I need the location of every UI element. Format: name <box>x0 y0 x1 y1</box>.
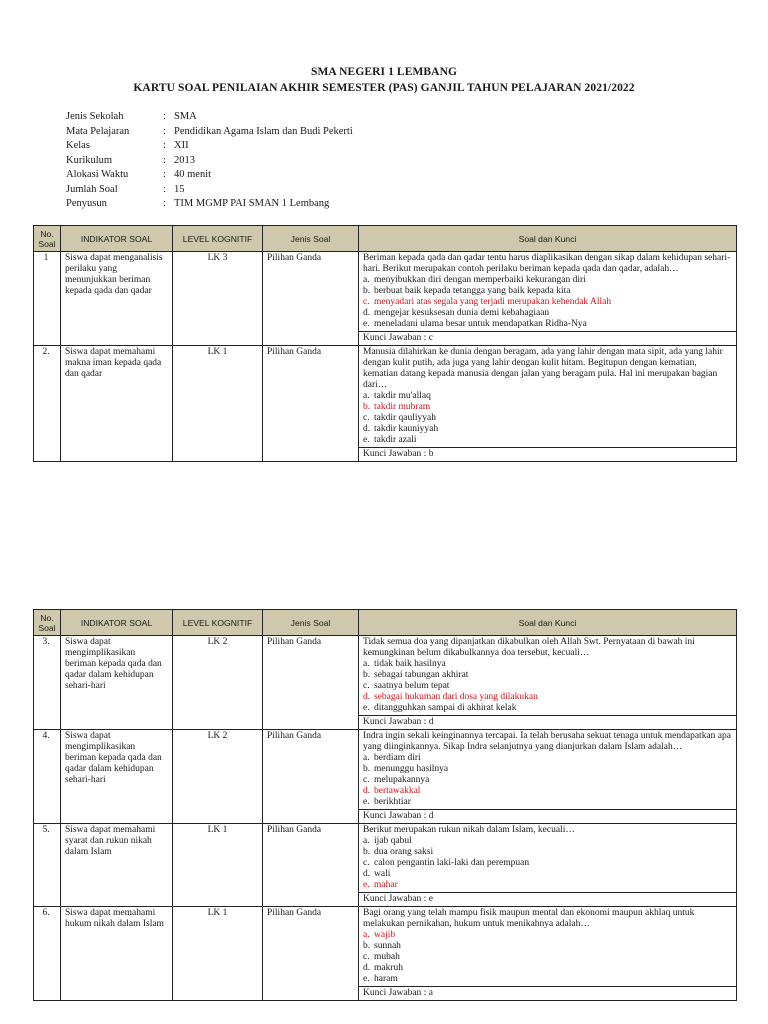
cognitive-level: LK 3 <box>173 252 263 346</box>
option-text: ditangguhkan sampai di akhirat kelak <box>374 703 517 713</box>
answer-option-correct <box>363 402 732 413</box>
indicator-text: Siswa dapat memahami makna iman kepada qada dan qadar <box>61 346 173 462</box>
option-text: berdiam diri <box>374 753 421 763</box>
question-content <box>359 730 737 810</box>
header-jenis: Jenis Soal <box>263 226 359 252</box>
answer-option <box>363 659 732 670</box>
indicator-text: Siswa dapat menganalisis perilaku yang menunjukkan beriman kepada qada dan qadar <box>61 252 173 346</box>
info-colon: : <box>163 169 166 180</box>
option-text: tidak baik hasilnya <box>374 659 446 669</box>
option-text: berikhtiar <box>374 797 411 807</box>
header-jenis: Jenis Soal <box>263 610 359 636</box>
answer-option-correct <box>363 880 732 891</box>
question-row <box>34 730 737 810</box>
answer-key: Kunci Jawaban : b <box>359 448 737 462</box>
table-header-row <box>34 226 737 252</box>
answer-option <box>363 836 732 847</box>
question-table <box>33 225 737 462</box>
info-value: SMA <box>174 111 197 122</box>
option-text: sebagai tabungan akhirat <box>374 670 469 680</box>
answer-key: Kunci Jawaban : a <box>359 987 737 1001</box>
option-text: makruh <box>374 963 404 973</box>
answer-option <box>363 764 732 775</box>
answer-option <box>363 797 732 808</box>
info-colon: : <box>163 154 166 166</box>
answer-option <box>363 775 732 786</box>
option-text: ijab qabul <box>374 836 412 846</box>
info-label: Penyusun <box>66 198 107 209</box>
answer-option-correct <box>363 692 732 703</box>
info-value: TIM MGMP PAI SMAN 1 Lembang <box>174 198 330 209</box>
option-letter: b. <box>363 402 371 412</box>
answer-key: Kunci Jawaban : d <box>359 810 737 824</box>
option-letter: e. <box>363 319 370 329</box>
answer-option <box>363 869 732 880</box>
option-text: takdir mubram <box>374 402 431 412</box>
answer-option-correct <box>363 297 732 308</box>
header-soal: Soal dan Kunci <box>359 226 737 252</box>
header-soal: Soal dan Kunci <box>359 610 737 636</box>
answer-option <box>363 286 732 297</box>
option-letter: d. <box>363 869 371 879</box>
info-label: Kurikulum <box>66 154 113 166</box>
option-letter: c. <box>363 952 370 962</box>
answer-option <box>363 275 732 286</box>
info-value: 2013 <box>174 154 195 166</box>
option-text: takdir kauniyyah <box>374 424 439 434</box>
cognitive-level: LK 1 <box>173 907 263 1001</box>
info-colon: : <box>163 183 166 195</box>
info-label: Jenis Sekolah <box>66 111 124 122</box>
question-number: 6. <box>34 907 61 1001</box>
question-content <box>359 636 737 716</box>
info-value: Pendidikan Agama Islam dan Budi Pekerti <box>174 125 353 137</box>
question-row <box>34 252 737 332</box>
answer-option <box>363 670 732 681</box>
option-letter: a. <box>363 275 370 285</box>
answer-option <box>363 952 732 963</box>
info-colon: : <box>163 111 166 122</box>
option-text: takdir mu'allaq <box>374 391 431 401</box>
answer-option <box>363 319 732 330</box>
header-indikator: INDIKATOR SOAL <box>61 610 173 636</box>
option-letter: e. <box>363 703 370 713</box>
question-type: Pilihan Ganda <box>263 730 359 824</box>
question-content <box>359 346 737 448</box>
question-text: Berikut merupakan rukun nikah dalam Islam, kecuali… <box>363 825 575 835</box>
cognitive-level: LK 1 <box>173 824 263 907</box>
option-letter: b. <box>363 286 371 296</box>
answer-key: Kunci Jawaban : c <box>359 332 737 346</box>
option-text: mahar <box>374 880 398 890</box>
answer-option-correct <box>363 786 732 797</box>
question-table <box>33 609 737 1001</box>
answer-option <box>363 703 732 714</box>
option-letter: d. <box>363 963 371 973</box>
info-label: Jumlah Soal <box>66 183 118 195</box>
info-label: Alokasi Waktu <box>66 169 129 180</box>
option-letter: a. <box>363 391 370 401</box>
option-letter: e. <box>363 797 370 807</box>
option-letter: d. <box>363 692 371 702</box>
option-letter: c. <box>363 775 370 785</box>
indicator-text: Siswa dapat mengimplikasikan beriman kepada qada dan qadar dalam kehidupan sehari-hari <box>61 636 173 730</box>
info-value: 15 <box>174 183 185 195</box>
answer-key: Kunci Jawaban : e <box>359 893 737 907</box>
question-text: Manusia dilahirkan ke dunia dengan beragam, ada yang lahir dengan mata sipit, ada yang lahir dengan kulit putih, ada juga yang lahir dengan kulit hitam. Begitupun dengan kematian, kematian datang kepada manusia dengan jalan yang beragam pula. Hal ini merupakan bagian dari… <box>363 347 723 390</box>
option-text: mengejar kesuksesan dunia demi kebahagiaan <box>374 308 550 318</box>
option-letter: a. <box>363 753 370 763</box>
answer-option <box>363 753 732 764</box>
option-letter: b. <box>363 941 371 951</box>
option-text: sebagai hukuman dari dosa yang dilakukan <box>374 692 538 702</box>
header-no: No. Soal <box>34 226 61 252</box>
document-title: KARTU SOAL PENILAIAN AKHIR SEMESTER (PAS) GANJIL TAHUN PELAJARAN 2021/2022 <box>133 82 635 94</box>
question-type: Pilihan Ganda <box>263 824 359 907</box>
question-type: Pilihan Ganda <box>263 346 359 462</box>
question-content <box>359 907 737 987</box>
question-row <box>34 824 737 893</box>
option-text: menyibukkan diri dengan memperbaiki kekurangan diri <box>374 275 586 285</box>
indicator-text: Siswa dapat mengimplikasikan beriman kepada qada dan qadar dalam kehidupan sehari-hari <box>61 730 173 824</box>
question-text: Bagi orang yang telah mampu fisik maupun mental dan ekonomi maupun akhlaq untuk melakukan pernikahan, hukum untuk menikahnya adalah… <box>363 908 695 929</box>
question-number: 2. <box>34 346 61 462</box>
option-letter: c. <box>363 681 370 691</box>
question-number: 3. <box>34 636 61 730</box>
option-letter: b. <box>363 764 371 774</box>
question-text: Tidak semua doa yang dipanjatkan dikabulkan oleh Allah Swt. Pernyataan di bawah ini kemungkinan belum dikabulkannya doa tersebut, kecuali… <box>363 637 695 658</box>
question-number: 1 <box>34 252 61 346</box>
option-letter: e. <box>363 435 370 445</box>
option-letter: c. <box>363 413 370 423</box>
answer-option <box>363 858 732 869</box>
option-letter: a. <box>363 930 370 940</box>
question-text: Indra ingin sekali keinginannya tercapai. Ia telah berusaha sekuat tenaga untuk mendapatkan apa yang diinginkannya. Sikap Indra selanjutnya yang dianjurkan dalam Islam adalah… <box>363 731 731 752</box>
answer-option <box>363 963 732 974</box>
question-row <box>34 907 737 987</box>
question-type: Pilihan Ganda <box>263 907 359 1001</box>
option-text: dua orang saksi <box>374 847 434 857</box>
option-text: menunggu hasilnya <box>374 764 449 774</box>
option-letter: d. <box>363 424 371 434</box>
answer-option-correct <box>363 930 732 941</box>
info-value: 40 menit <box>174 169 212 180</box>
option-text: calon pengantin laki-laki dan perempuan <box>374 858 530 868</box>
option-text: mubah <box>374 952 400 962</box>
question-text: Beriman kepada qada dan qadar tentu harus diaplikasikan dengan sikap dalam kehidupan sehari-hari. Berikut merupakan contoh perilaku beriman kepada qada dan qadar, adalah… <box>363 253 731 274</box>
cognitive-level: LK 2 <box>173 636 263 730</box>
cognitive-level: LK 2 <box>173 730 263 824</box>
option-letter: a. <box>363 836 370 846</box>
option-letter: e. <box>363 974 370 984</box>
answer-option <box>363 974 732 985</box>
question-number: 5. <box>34 824 61 907</box>
answer-key: Kunci Jawaban : d <box>359 716 737 730</box>
answer-option <box>363 308 732 319</box>
option-text: menyadari atas segala yang terjadi merupakan kehendak Allah <box>374 297 612 307</box>
answer-option <box>363 391 732 402</box>
question-type: Pilihan Ganda <box>263 636 359 730</box>
option-text: saatnya belum tepat <box>374 681 450 691</box>
option-letter: e. <box>363 880 370 890</box>
indicator-text: Siswa dapat memahami syarat dan rukun nikah dalam Islam <box>61 824 173 907</box>
header-level: LEVEL KOGNITIF <box>173 610 263 636</box>
option-letter: d. <box>363 786 371 796</box>
option-letter: a. <box>363 659 370 669</box>
answer-option <box>363 424 732 435</box>
answer-option <box>363 681 732 692</box>
option-text: meneladani ulama besar untuk mendapatkan Ridha-Nya <box>374 319 587 329</box>
question-content <box>359 252 737 332</box>
option-letter: c. <box>363 858 370 868</box>
info-value: XII <box>174 140 189 151</box>
school-title: SMA NEGERI 1 LEMBANG <box>310 66 458 78</box>
option-text: berbuat baik kepada tetangga yang baik kepada kita <box>374 286 571 296</box>
option-text: takdir qauliyyah <box>374 413 436 423</box>
header-no: No. Soal <box>34 610 61 636</box>
option-text: takdir azali <box>374 435 417 445</box>
question-content <box>359 824 737 893</box>
answer-option <box>363 941 732 952</box>
option-text: bertawakkal <box>374 786 421 796</box>
question-type: Pilihan Ganda <box>263 252 359 346</box>
table-header-row <box>34 610 737 636</box>
info-colon: : <box>163 125 166 137</box>
info-colon: : <box>163 198 166 209</box>
indicator-text: Siswa dapat memahami hukum nikah dalam Islam <box>61 907 173 1001</box>
question-row <box>34 636 737 716</box>
header-level: LEVEL KOGNITIF <box>173 226 263 252</box>
info-label: Kelas <box>66 140 90 151</box>
option-text: haram <box>374 974 398 984</box>
option-text: wajib <box>374 930 396 940</box>
question-row <box>34 346 737 448</box>
answer-option <box>363 413 732 424</box>
option-text: sunnah <box>374 941 401 951</box>
answer-option <box>363 435 732 446</box>
option-letter: b. <box>363 847 371 857</box>
option-text: melupakannya <box>374 775 430 785</box>
option-text: wali <box>374 869 391 879</box>
info-label: Mata Pelajaran <box>66 125 130 137</box>
question-number: 4. <box>34 730 61 824</box>
option-letter: c. <box>363 297 370 307</box>
option-letter: d. <box>363 308 371 318</box>
answer-option <box>363 847 732 858</box>
header-indikator: INDIKATOR SOAL <box>61 226 173 252</box>
option-letter: b. <box>363 670 371 680</box>
info-colon: : <box>163 140 166 151</box>
cognitive-level: LK 1 <box>173 346 263 462</box>
